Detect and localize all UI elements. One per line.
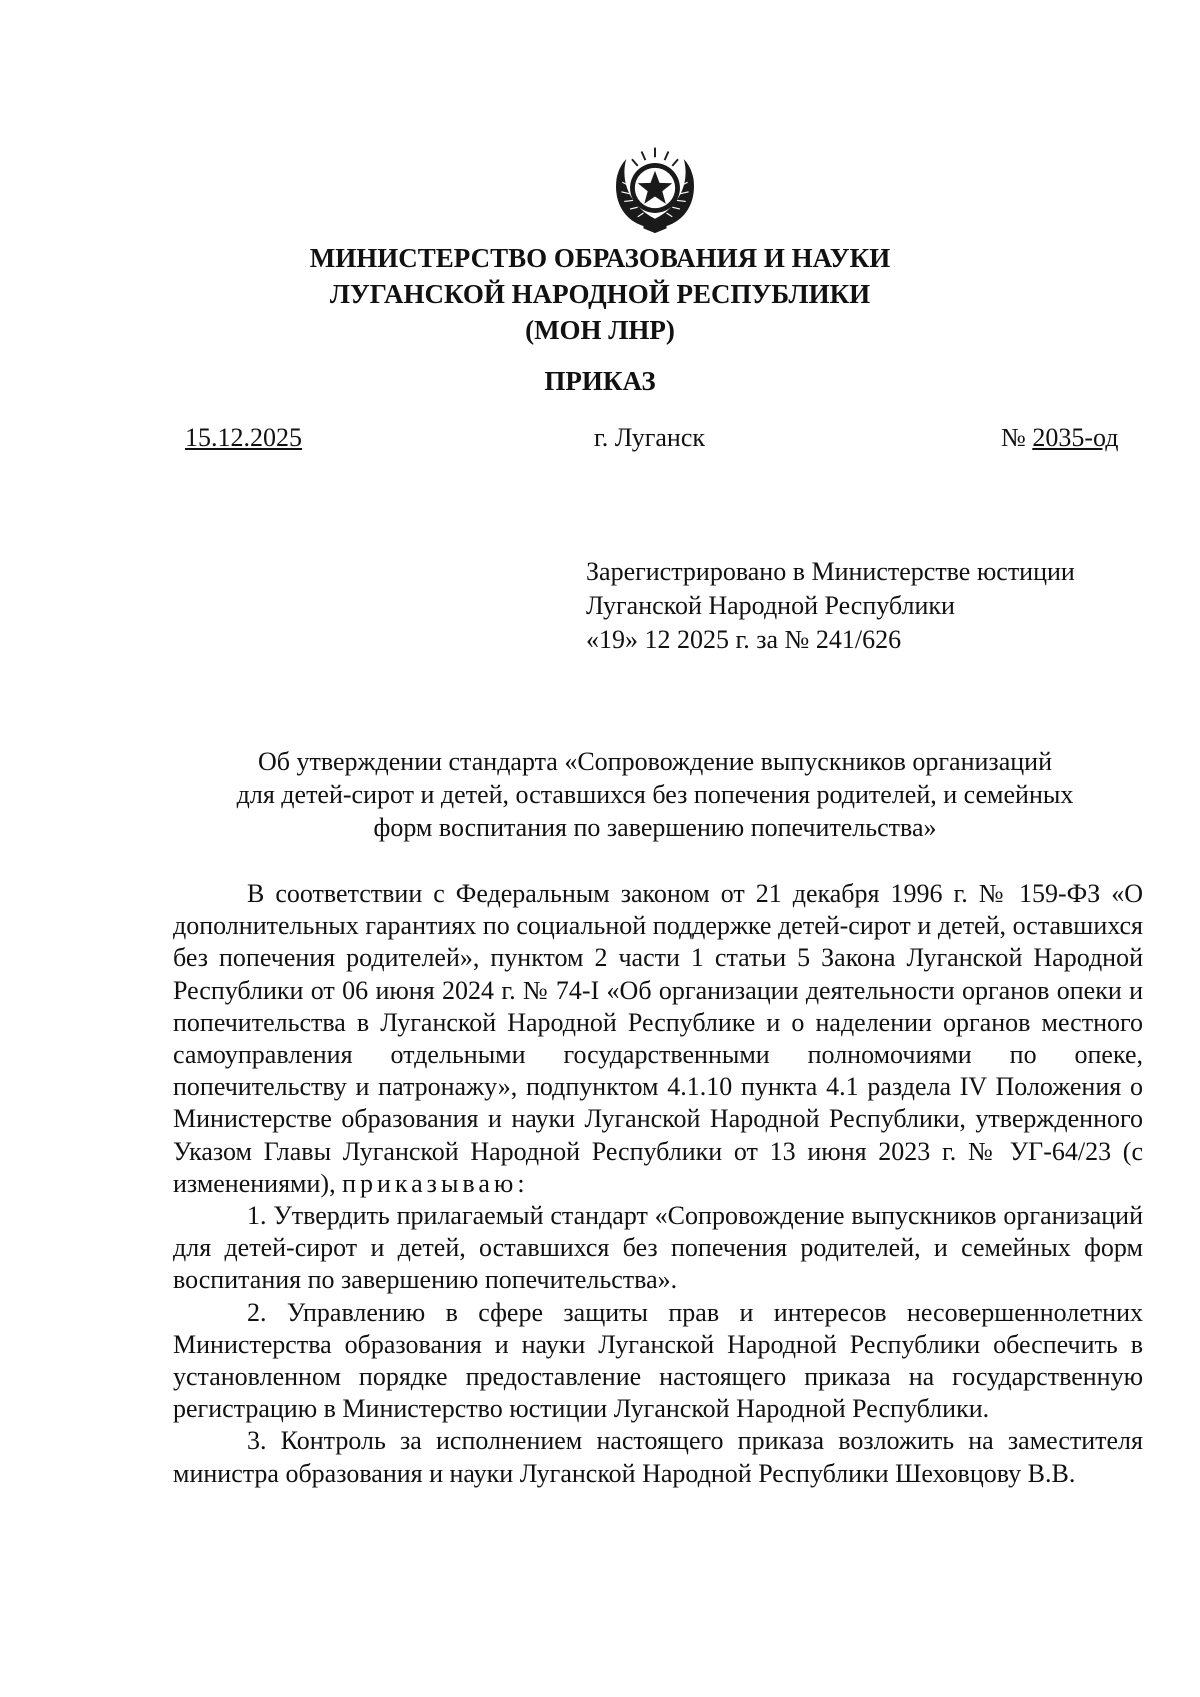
order-number [1001,423,1118,453]
order-item-3: 3. Контроль за исполнением настоящего приказа возложить на заместителя министра образования и науки Луганской Народной Республики Шеховцову В.В. [173,1426,1143,1488]
order-subject [180,745,1130,844]
registration-line3: «19» 12 2025 г. за № 241/626 [586,625,902,654]
order-meta-row [0,423,1200,459]
order-number-value: 2035-од [1032,423,1119,452]
ministry-abbreviation: (МОН ЛНР) [525,315,675,345]
order-title: ПРИКАЗ [544,366,656,396]
registration-line2: Луганской Народной Республики [586,591,955,620]
subject-line2: для детей-сирот и детей, оставшихся без попечения родителей, и семейных [236,780,1074,809]
preamble-paragraph [173,878,1143,1200]
order-item-1: 1. Утвердить прилагаемый стандарт «Сопровождение выпускников организаций для детей-сирот и детей, оставшихся без попечения родителей, и семейных форм воспитания по завершению попечительства». [173,1201,1143,1295]
subject-line1: Об утверждении стандарта «Сопровождение выпускников организаций [258,747,1052,776]
order-city: г. Луганск [594,423,706,452]
order-item-2: 2. Управлению в сфере защиты прав и интересов несовершеннолетних Министерства образования и науки Луганской Народной Республики обеспечить в установленном порядке предоставление настоящего приказа на государственную регистрацию в Министерство юстиции Луганской Народной Республики. [173,1297,1143,1424]
registration-stamp [586,555,1146,657]
order-word: приказываю: [342,1168,529,1198]
registration-line1: Зарегистрировано в Министерстве юстиции [586,557,1075,586]
order-date: 15.12.2025 [185,423,302,452]
ministry-name-line1: МИНИСТЕРСТВО ОБРАЗОВАНИЯ И НАУКИ [309,243,891,273]
order-number-prefix: № [1001,423,1033,452]
ministry-header [150,240,1050,348]
order-body [173,878,1143,1490]
ministry-name-line2: ЛУГАНСКОЙ НАРОДНОЙ РЕСПУБЛИКИ [329,279,871,309]
coat-of-arms-emblem [607,140,703,236]
preamble-text: В соответствии с Федеральным законом от 21 декабря 1996 г. № 159-ФЗ «О дополнительных гарантиях по социальной поддержке детей-сирот и детей, оставшихся без попечения родителей», пунктом 2 части 1 статьи 5 Закона Луганской Народной Республики от 06 июня 2024 г. № 74-I «Об организации деятельности органов опеки и попечительства в Луганской Народной Республике и о наделении органов местного самоуправления отдельными государственными полномочиями по опеке, попечительству и патронажу», подпунктом 4.1.10 пункта 4.1 раздела IV Положения о Министерстве образования и науки Луганской Народной Республики, утвержденного Указом Главы Луганской Народной Республики от 13 июня 2023 г. № УГ-64/23 (с изменениями), [173,879,1143,1198]
subject-line3: форм воспитания по завершению попечительства» [373,813,937,842]
